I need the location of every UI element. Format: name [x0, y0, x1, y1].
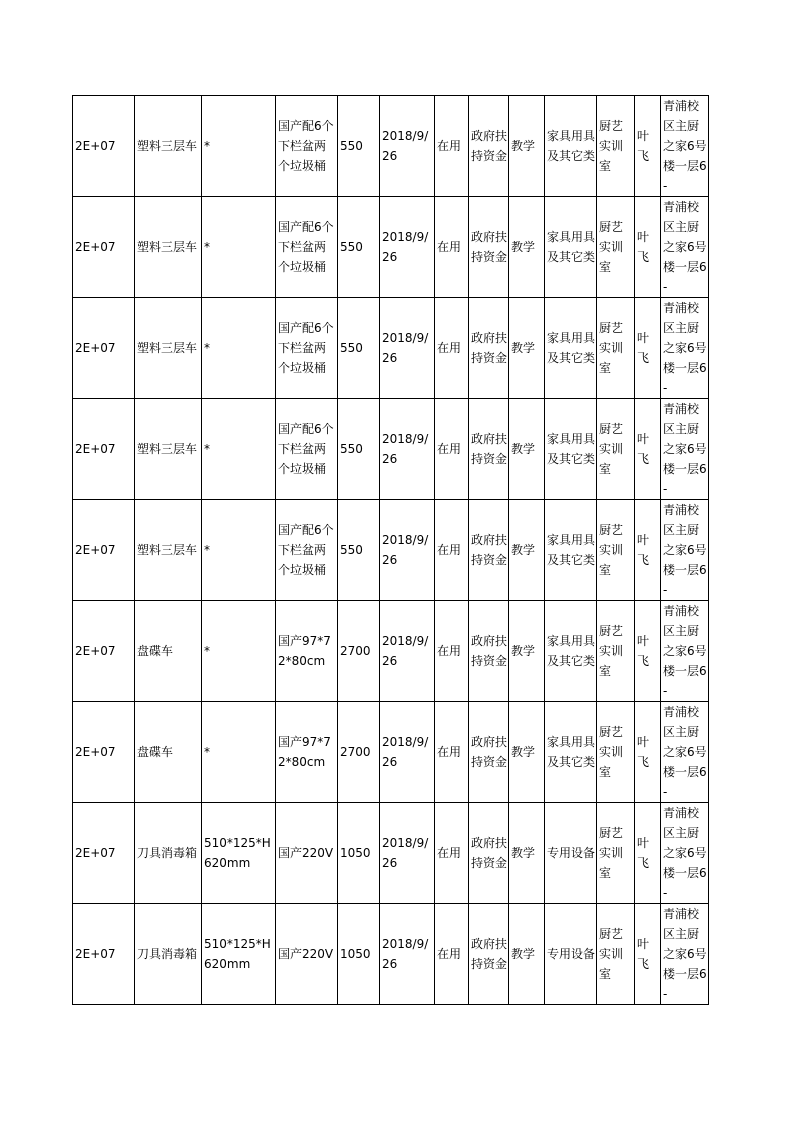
asset-name-cell-text: 塑料三层车	[137, 341, 198, 355]
model-cell	[276, 500, 338, 601]
asset-code-cell-text: 2E+07	[75, 341, 116, 355]
funding-source-cell	[469, 702, 509, 803]
funding-source-cell	[469, 803, 509, 904]
price-cell	[338, 702, 380, 803]
price-cell	[338, 197, 380, 298]
status-cell	[435, 904, 469, 1005]
price-cell-text: 550	[340, 543, 363, 557]
department-cell-text: 厨艺实训室	[599, 624, 624, 678]
asset-name-cell	[135, 399, 202, 500]
usage-cell	[509, 904, 545, 1005]
model-cell-text: 国产97*72*80cm	[278, 634, 331, 668]
custodian-cell	[635, 96, 661, 197]
location-cell	[661, 500, 709, 601]
custodian-cell-text: 叶飞	[637, 836, 650, 870]
asset-code-cell	[73, 197, 135, 298]
funding-source-cell-text: 政府扶持资金	[471, 129, 508, 163]
usage-cell	[509, 298, 545, 399]
model-cell-text: 国产97*72*80cm	[278, 735, 331, 769]
funding-source-cell-text: 政府扶持资金	[471, 634, 508, 668]
funding-source-cell	[469, 298, 509, 399]
purchase-date-cell	[380, 904, 435, 1005]
spec-cell-text: *	[204, 341, 210, 355]
asset-code-cell-text: 2E+07	[75, 846, 116, 860]
department-cell	[597, 399, 635, 500]
spec-cell-text: *	[204, 543, 210, 557]
category-cell	[545, 601, 597, 702]
funding-source-cell	[469, 500, 509, 601]
category-cell	[545, 803, 597, 904]
price-cell	[338, 601, 380, 702]
table-row	[73, 904, 709, 1005]
purchase-date-cell	[380, 298, 435, 399]
custodian-cell	[635, 904, 661, 1005]
location-cell-text: 青浦校区主厨之家6号楼一层6-	[663, 907, 707, 1001]
purchase-date-cell	[380, 803, 435, 904]
status-cell	[435, 399, 469, 500]
status-cell-text: 在用	[437, 846, 462, 860]
category-cell-text: 家具用具及其它类	[547, 735, 596, 769]
model-cell	[276, 399, 338, 500]
price-cell-text: 2700	[340, 644, 371, 658]
price-cell-text: 1050	[340, 846, 371, 860]
asset-name-cell	[135, 904, 202, 1005]
asset-name-cell	[135, 197, 202, 298]
spec-cell	[202, 702, 276, 803]
department-cell	[597, 197, 635, 298]
location-cell	[661, 96, 709, 197]
location-cell	[661, 399, 709, 500]
status-cell-text: 在用	[437, 240, 462, 254]
custodian-cell-text: 叶飞	[637, 230, 650, 264]
custodian-cell-text: 叶飞	[637, 331, 650, 365]
department-cell-text: 厨艺实训室	[599, 725, 624, 779]
asset-code-cell	[73, 298, 135, 399]
asset-name-cell-text: 塑料三层车	[137, 139, 198, 153]
status-cell	[435, 96, 469, 197]
asset-code-cell-text: 2E+07	[75, 745, 116, 759]
custodian-cell-text: 叶飞	[637, 129, 650, 163]
model-cell-text: 国产配6个下栏盆两个垃圾桶	[278, 422, 334, 476]
category-cell	[545, 904, 597, 1005]
funding-source-cell	[469, 96, 509, 197]
asset-code-cell-text: 2E+07	[75, 240, 116, 254]
asset-code-cell-text: 2E+07	[75, 442, 116, 456]
spec-cell	[202, 197, 276, 298]
price-cell	[338, 500, 380, 601]
price-cell-text: 550	[340, 139, 363, 153]
category-cell-text: 家具用具及其它类	[547, 230, 596, 264]
purchase-date-cell-text: 2018/9/26	[382, 937, 429, 971]
custodian-cell-text: 叶飞	[637, 432, 650, 466]
asset-code-cell-text: 2E+07	[75, 543, 116, 557]
department-cell-text: 厨艺实训室	[599, 321, 624, 375]
model-cell-text: 国产配6个下栏盆两个垃圾桶	[278, 220, 334, 274]
price-cell	[338, 96, 380, 197]
asset-name-cell-text: 塑料三层车	[137, 240, 198, 254]
usage-cell	[509, 399, 545, 500]
purchase-date-cell-text: 2018/9/26	[382, 836, 429, 870]
purchase-date-cell-text: 2018/9/26	[382, 634, 429, 668]
category-cell	[545, 96, 597, 197]
usage-cell	[509, 96, 545, 197]
location-cell	[661, 601, 709, 702]
funding-source-cell	[469, 197, 509, 298]
purchase-date-cell	[380, 601, 435, 702]
model-cell-text: 国产配6个下栏盆两个垃圾桶	[278, 119, 334, 173]
category-cell-text: 专用设备	[547, 947, 596, 961]
department-cell-text: 厨艺实训室	[599, 826, 624, 880]
usage-cell-text: 教学	[511, 644, 536, 658]
price-cell	[338, 904, 380, 1005]
location-cell-text: 青浦校区主厨之家6号楼一层6-	[663, 806, 707, 900]
category-cell-text: 家具用具及其它类	[547, 432, 596, 466]
department-cell	[597, 500, 635, 601]
status-cell	[435, 197, 469, 298]
usage-cell-text: 教学	[511, 240, 536, 254]
purchase-date-cell-text: 2018/9/26	[382, 129, 429, 163]
spec-cell-text: *	[204, 644, 210, 658]
model-cell	[276, 904, 338, 1005]
department-cell-text: 厨艺实训室	[599, 119, 624, 173]
spec-cell	[202, 96, 276, 197]
status-cell-text: 在用	[437, 745, 462, 759]
asset-table	[72, 95, 709, 1005]
location-cell-text: 青浦校区主厨之家6号楼一层6-	[663, 604, 707, 698]
usage-cell-text: 教学	[511, 543, 536, 557]
spec-cell-text: *	[204, 442, 210, 456]
purchase-date-cell	[380, 500, 435, 601]
department-cell	[597, 601, 635, 702]
purchase-date-cell-text: 2018/9/26	[382, 432, 429, 466]
location-cell	[661, 803, 709, 904]
usage-cell-text: 教学	[511, 745, 536, 759]
purchase-date-cell	[380, 96, 435, 197]
custodian-cell	[635, 702, 661, 803]
asset-name-cell-text: 塑料三层车	[137, 543, 198, 557]
asset-code-cell	[73, 803, 135, 904]
asset-code-cell	[73, 702, 135, 803]
status-cell	[435, 500, 469, 601]
table-row	[73, 500, 709, 601]
model-cell-text: 国产220V	[278, 846, 334, 860]
usage-cell-text: 教学	[511, 139, 536, 153]
price-cell-text: 550	[340, 341, 363, 355]
status-cell	[435, 298, 469, 399]
price-cell	[338, 803, 380, 904]
asset-name-cell	[135, 298, 202, 399]
purchase-date-cell-text: 2018/9/26	[382, 230, 429, 264]
spec-cell-text: *	[204, 745, 210, 759]
department-cell	[597, 96, 635, 197]
category-cell-text: 家具用具及其它类	[547, 129, 596, 163]
table-row	[73, 399, 709, 500]
usage-cell	[509, 197, 545, 298]
asset-name-cell-text: 盘碟车	[137, 745, 174, 759]
location-cell-text: 青浦校区主厨之家6号楼一层6-	[663, 301, 707, 395]
status-cell-text: 在用	[437, 543, 462, 557]
funding-source-cell-text: 政府扶持资金	[471, 432, 508, 466]
category-cell	[545, 500, 597, 601]
asset-name-cell-text: 刀具消毒箱	[137, 947, 198, 961]
custodian-cell	[635, 399, 661, 500]
asset-table-body	[73, 96, 709, 1005]
model-cell	[276, 601, 338, 702]
asset-name-cell-text: 塑料三层车	[137, 442, 198, 456]
custodian-cell-text: 叶飞	[637, 634, 650, 668]
funding-source-cell-text: 政府扶持资金	[471, 937, 508, 971]
custodian-cell-text: 叶飞	[637, 937, 650, 971]
spec-cell	[202, 904, 276, 1005]
spec-cell-text: *	[204, 240, 210, 254]
table-row	[73, 298, 709, 399]
price-cell	[338, 399, 380, 500]
department-cell	[597, 298, 635, 399]
usage-cell	[509, 702, 545, 803]
location-cell-text: 青浦校区主厨之家6号楼一层6-	[663, 705, 707, 799]
purchase-date-cell	[380, 399, 435, 500]
status-cell-text: 在用	[437, 644, 462, 658]
location-cell	[661, 702, 709, 803]
location-cell	[661, 904, 709, 1005]
department-cell	[597, 702, 635, 803]
funding-source-cell-text: 政府扶持资金	[471, 230, 508, 264]
category-cell	[545, 298, 597, 399]
model-cell	[276, 702, 338, 803]
custodian-cell	[635, 298, 661, 399]
category-cell	[545, 702, 597, 803]
asset-name-cell	[135, 702, 202, 803]
funding-source-cell	[469, 399, 509, 500]
funding-source-cell	[469, 601, 509, 702]
table-row	[73, 803, 709, 904]
status-cell-text: 在用	[437, 139, 462, 153]
model-cell-text: 国产220V	[278, 947, 334, 961]
custodian-cell	[635, 500, 661, 601]
purchase-date-cell	[380, 197, 435, 298]
asset-code-cell	[73, 96, 135, 197]
usage-cell-text: 教学	[511, 442, 536, 456]
usage-cell-text: 教学	[511, 846, 536, 860]
model-cell-text: 国产配6个下栏盆两个垃圾桶	[278, 321, 334, 375]
location-cell-text: 青浦校区主厨之家6号楼一层6-	[663, 200, 707, 294]
asset-name-cell	[135, 96, 202, 197]
usage-cell-text: 教学	[511, 947, 536, 961]
location-cell-text: 青浦校区主厨之家6号楼一层6-	[663, 99, 707, 193]
funding-source-cell-text: 政府扶持资金	[471, 735, 508, 769]
asset-code-cell	[73, 500, 135, 601]
spec-cell	[202, 500, 276, 601]
spec-cell	[202, 601, 276, 702]
asset-code-cell	[73, 904, 135, 1005]
model-cell	[276, 803, 338, 904]
status-cell-text: 在用	[437, 442, 462, 456]
location-cell-text: 青浦校区主厨之家6号楼一层6-	[663, 503, 707, 597]
price-cell-text: 1050	[340, 947, 371, 961]
department-cell-text: 厨艺实训室	[599, 523, 624, 577]
price-cell	[338, 298, 380, 399]
custodian-cell-text: 叶飞	[637, 533, 650, 567]
category-cell	[545, 399, 597, 500]
spec-cell-text: 510*125*H620mm	[204, 937, 271, 971]
model-cell	[276, 197, 338, 298]
usage-cell-text: 教学	[511, 341, 536, 355]
table-row	[73, 96, 709, 197]
category-cell-text: 家具用具及其它类	[547, 634, 596, 668]
status-cell	[435, 803, 469, 904]
asset-code-cell	[73, 601, 135, 702]
usage-cell	[509, 601, 545, 702]
funding-source-cell-text: 政府扶持资金	[471, 331, 508, 365]
asset-code-cell	[73, 399, 135, 500]
asset-code-cell-text: 2E+07	[75, 139, 116, 153]
status-cell	[435, 601, 469, 702]
purchase-date-cell	[380, 702, 435, 803]
spec-cell	[202, 803, 276, 904]
department-cell	[597, 803, 635, 904]
funding-source-cell	[469, 904, 509, 1005]
spec-cell	[202, 298, 276, 399]
category-cell-text: 专用设备	[547, 846, 596, 860]
department-cell	[597, 904, 635, 1005]
asset-name-cell	[135, 803, 202, 904]
category-cell-text: 家具用具及其它类	[547, 533, 596, 567]
price-cell-text: 550	[340, 442, 363, 456]
table-row	[73, 197, 709, 298]
asset-name-cell-text: 刀具消毒箱	[137, 846, 198, 860]
purchase-date-cell-text: 2018/9/26	[382, 533, 429, 567]
spec-cell-text: *	[204, 139, 210, 153]
custodian-cell	[635, 803, 661, 904]
custodian-cell	[635, 197, 661, 298]
table-row	[73, 702, 709, 803]
status-cell-text: 在用	[437, 947, 462, 961]
purchase-date-cell-text: 2018/9/26	[382, 735, 429, 769]
purchase-date-cell-text: 2018/9/26	[382, 331, 429, 365]
location-cell	[661, 298, 709, 399]
price-cell-text: 550	[340, 240, 363, 254]
funding-source-cell-text: 政府扶持资金	[471, 533, 508, 567]
asset-code-cell-text: 2E+07	[75, 947, 116, 961]
asset-name-cell-text: 盘碟车	[137, 644, 174, 658]
model-cell-text: 国产配6个下栏盆两个垃圾桶	[278, 523, 334, 577]
status-cell	[435, 702, 469, 803]
spec-cell-text: 510*125*H620mm	[204, 836, 271, 870]
custodian-cell	[635, 601, 661, 702]
model-cell	[276, 96, 338, 197]
department-cell-text: 厨艺实训室	[599, 422, 624, 476]
custodian-cell-text: 叶飞	[637, 735, 650, 769]
asset-name-cell	[135, 500, 202, 601]
status-cell-text: 在用	[437, 341, 462, 355]
department-cell-text: 厨艺实训室	[599, 220, 624, 274]
usage-cell	[509, 803, 545, 904]
department-cell-text: 厨艺实训室	[599, 927, 624, 981]
location-cell-text: 青浦校区主厨之家6号楼一层6-	[663, 402, 707, 496]
price-cell-text: 2700	[340, 745, 371, 759]
location-cell	[661, 197, 709, 298]
asset-name-cell	[135, 601, 202, 702]
usage-cell	[509, 500, 545, 601]
category-cell	[545, 197, 597, 298]
table-row	[73, 601, 709, 702]
funding-source-cell-text: 政府扶持资金	[471, 836, 508, 870]
asset-code-cell-text: 2E+07	[75, 644, 116, 658]
spec-cell	[202, 399, 276, 500]
category-cell-text: 家具用具及其它类	[547, 331, 596, 365]
model-cell	[276, 298, 338, 399]
